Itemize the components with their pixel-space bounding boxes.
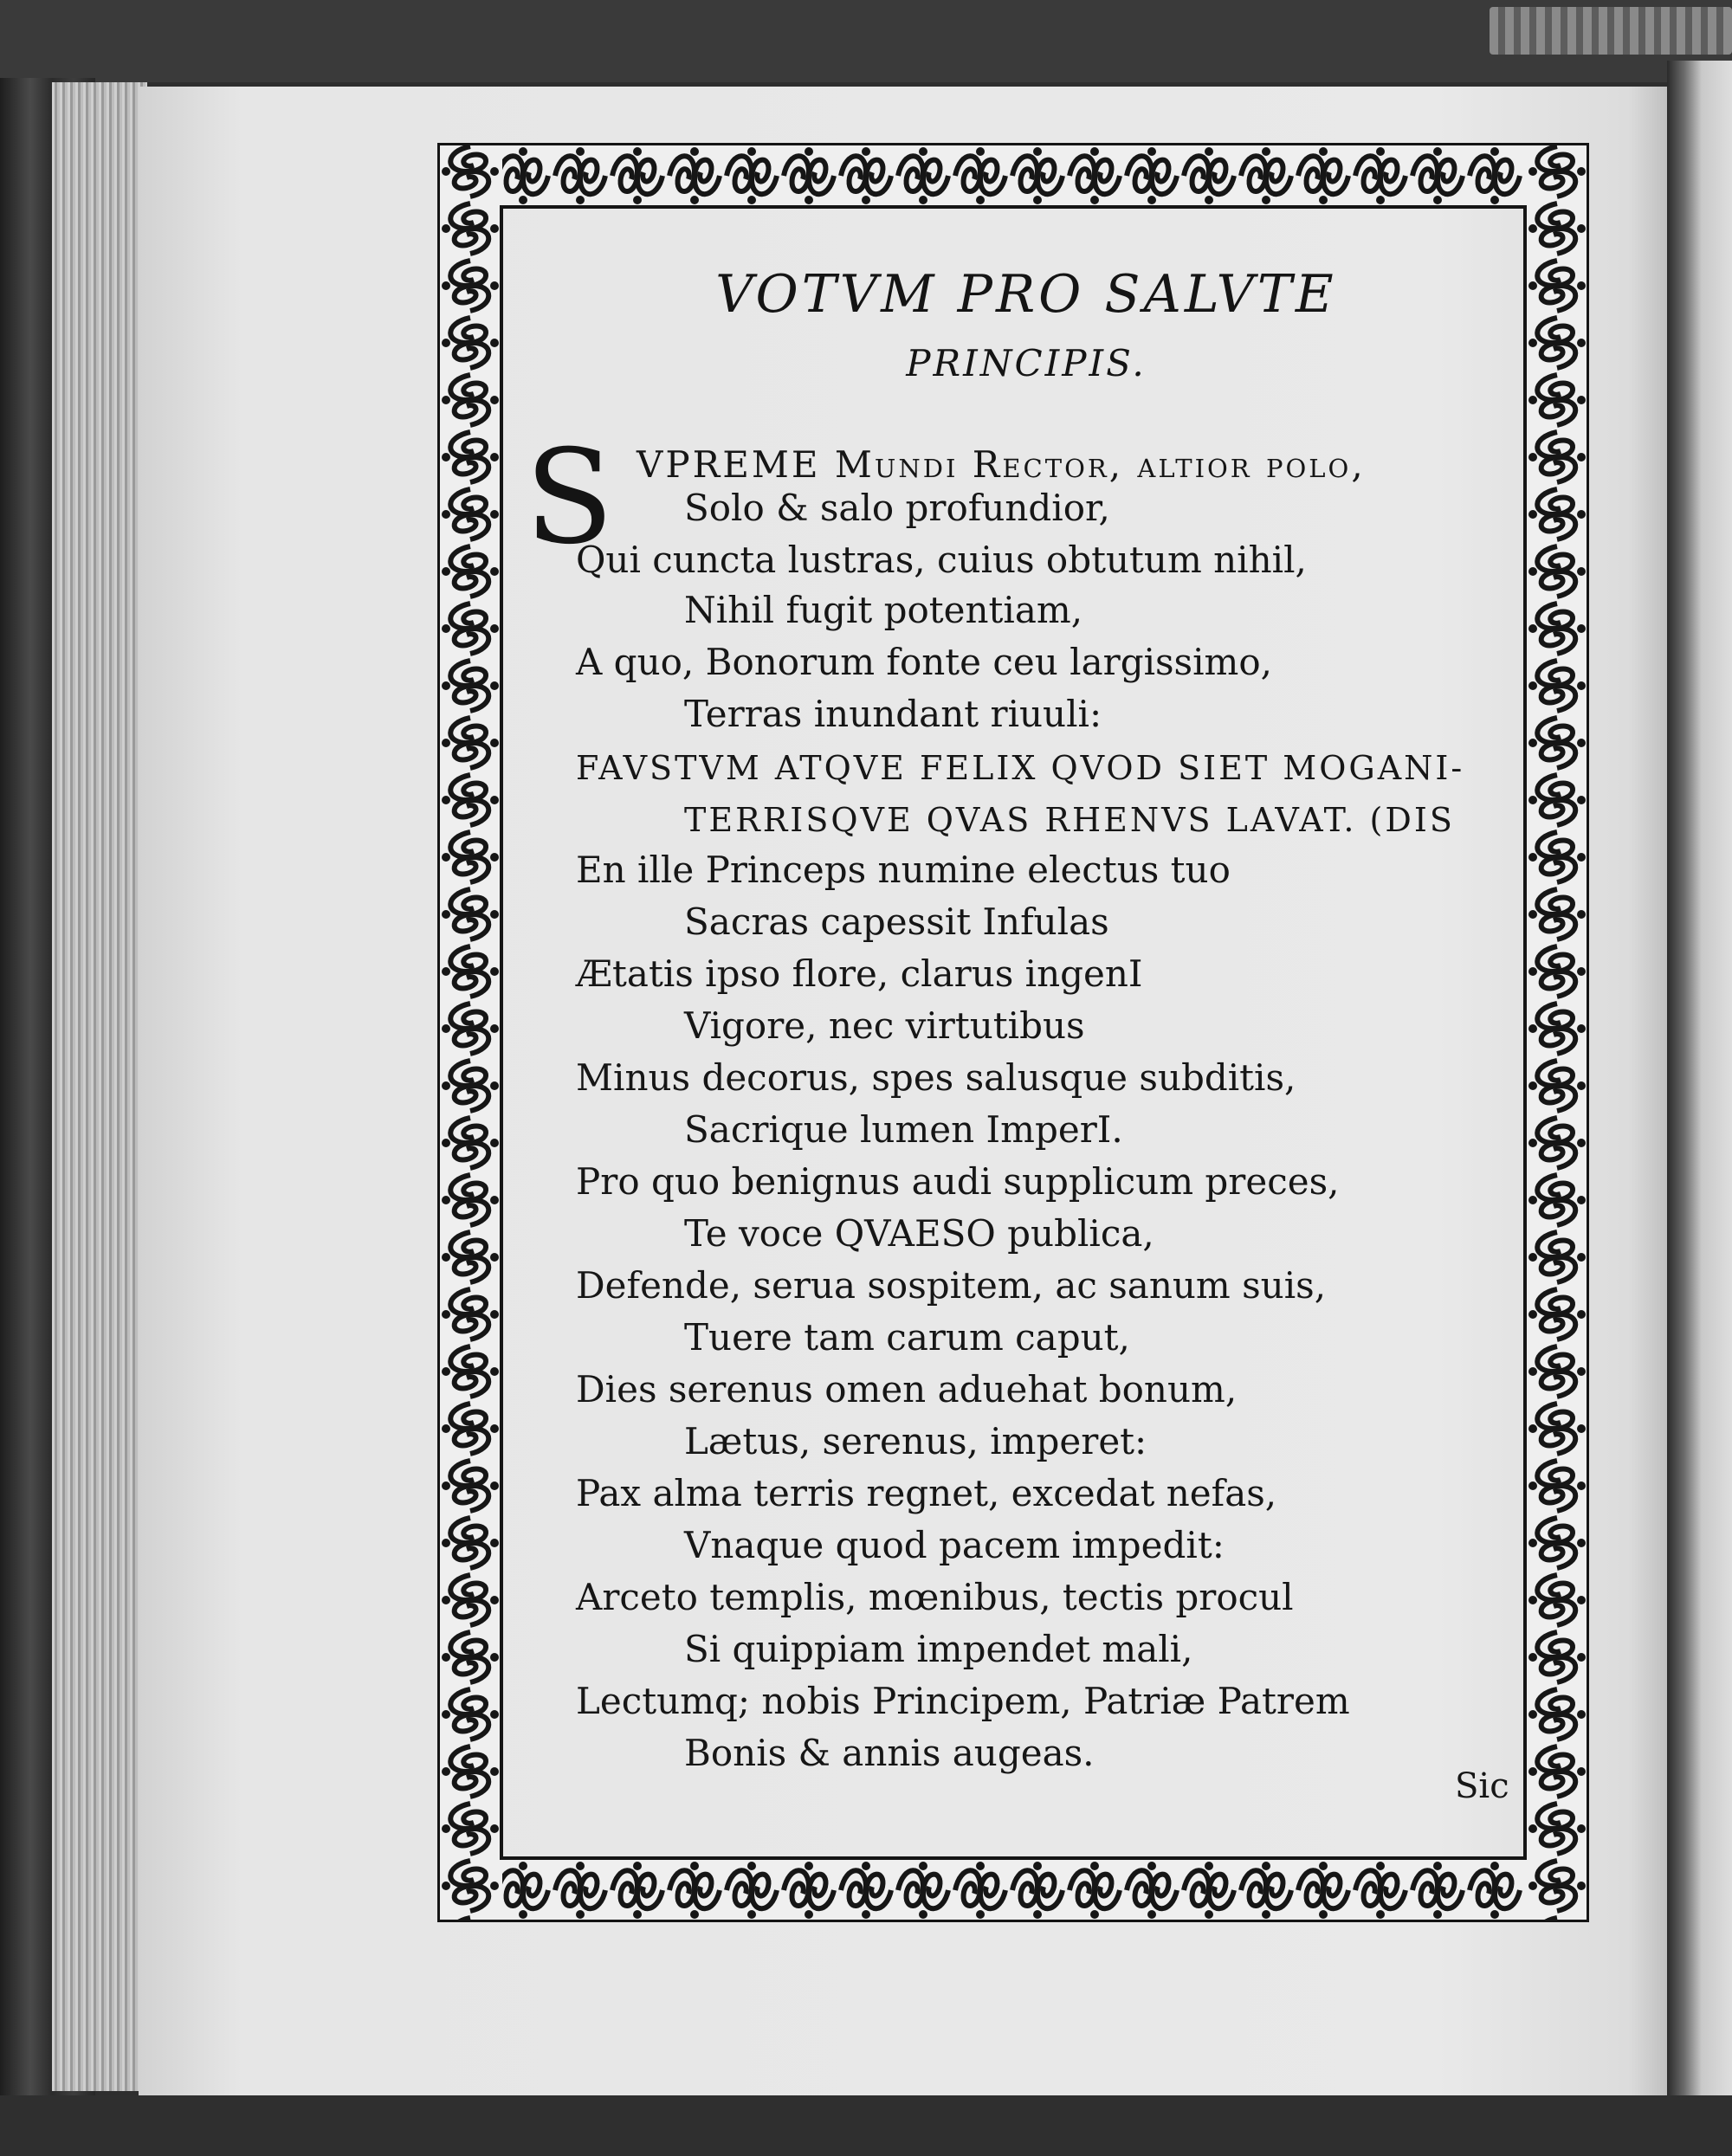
poem-line: Vigore, nec virtutibus <box>684 1004 1085 1047</box>
poem-title: VOTVM PRO SALVTE <box>715 264 1337 325</box>
poem-line: Lætus, serenus, imperet: <box>684 1420 1147 1462</box>
poem-line: Nihil fugit potentiam, <box>684 589 1083 631</box>
scan-top-edge <box>0 0 1732 82</box>
scan-bottom-edge <box>0 2095 1732 2156</box>
page-stack-edges <box>52 82 147 2091</box>
poem-subtitle: PRINCIPIS. <box>906 342 1147 384</box>
poem-line: Solo & salo profundior, <box>684 487 1110 529</box>
poem-line: Ætatis ipso flore, clarus ingenI <box>576 952 1143 995</box>
facing-page-gutter <box>1667 61 1732 2156</box>
poem-line: Sacrique lumen ImperI. <box>684 1108 1123 1151</box>
poem-line: Terras inundant riuuli: <box>684 693 1102 735</box>
poem-line: VPREME Mundi Rector, altior polo, <box>637 443 1366 486</box>
poem-line: Pro quo benignus audi supplicum preces, <box>576 1160 1340 1203</box>
poem-line: Arceto templis, mœnibus, tectis procul <box>576 1576 1294 1618</box>
poem-line: Sacras capessit Infulas <box>684 900 1109 943</box>
poem-line: Tuere tam carum caput, <box>684 1316 1130 1359</box>
catchword: Sic <box>1455 1766 1509 1806</box>
poem-line: Pax alma terris regnet, excedat nefas, <box>576 1472 1277 1514</box>
poem-line: Lectumq; nobis Principem, Patriæ Patrem <box>576 1680 1350 1722</box>
poem-line: FAVSTVM ATQVE FELIX QVOD SIET MOGANI- <box>576 749 1465 787</box>
book-spine-cloth <box>1490 7 1732 55</box>
poem-line: A quo, Bonorum fonte ceu largissimo, <box>576 641 1273 683</box>
poem-line: Vnaque quod pacem impedit: <box>684 1524 1225 1566</box>
poem-line: Si quippiam impendet mali, <box>684 1628 1193 1670</box>
poem-line: Dies serenus omen aduehat bonum, <box>576 1368 1238 1410</box>
poem-line: En ille Princeps numine electus tuo <box>576 849 1231 891</box>
poem-line: Bonis & annis augeas. <box>684 1732 1095 1774</box>
poem-line: Minus decorus, spes salusque subditis, <box>576 1056 1296 1099</box>
poem-line: Defende, serua sospitem, ac sanum suis, <box>576 1264 1327 1307</box>
poem-line: Qui cuncta lustras, cuius obtutum nihil, <box>576 539 1307 581</box>
poem-line: TERRISQVE QVAS RHENVS LAVAT. (DIS <box>684 801 1455 839</box>
poem-line: Te voce QVAESO publica, <box>684 1212 1154 1255</box>
drop-capital: S <box>525 423 614 573</box>
